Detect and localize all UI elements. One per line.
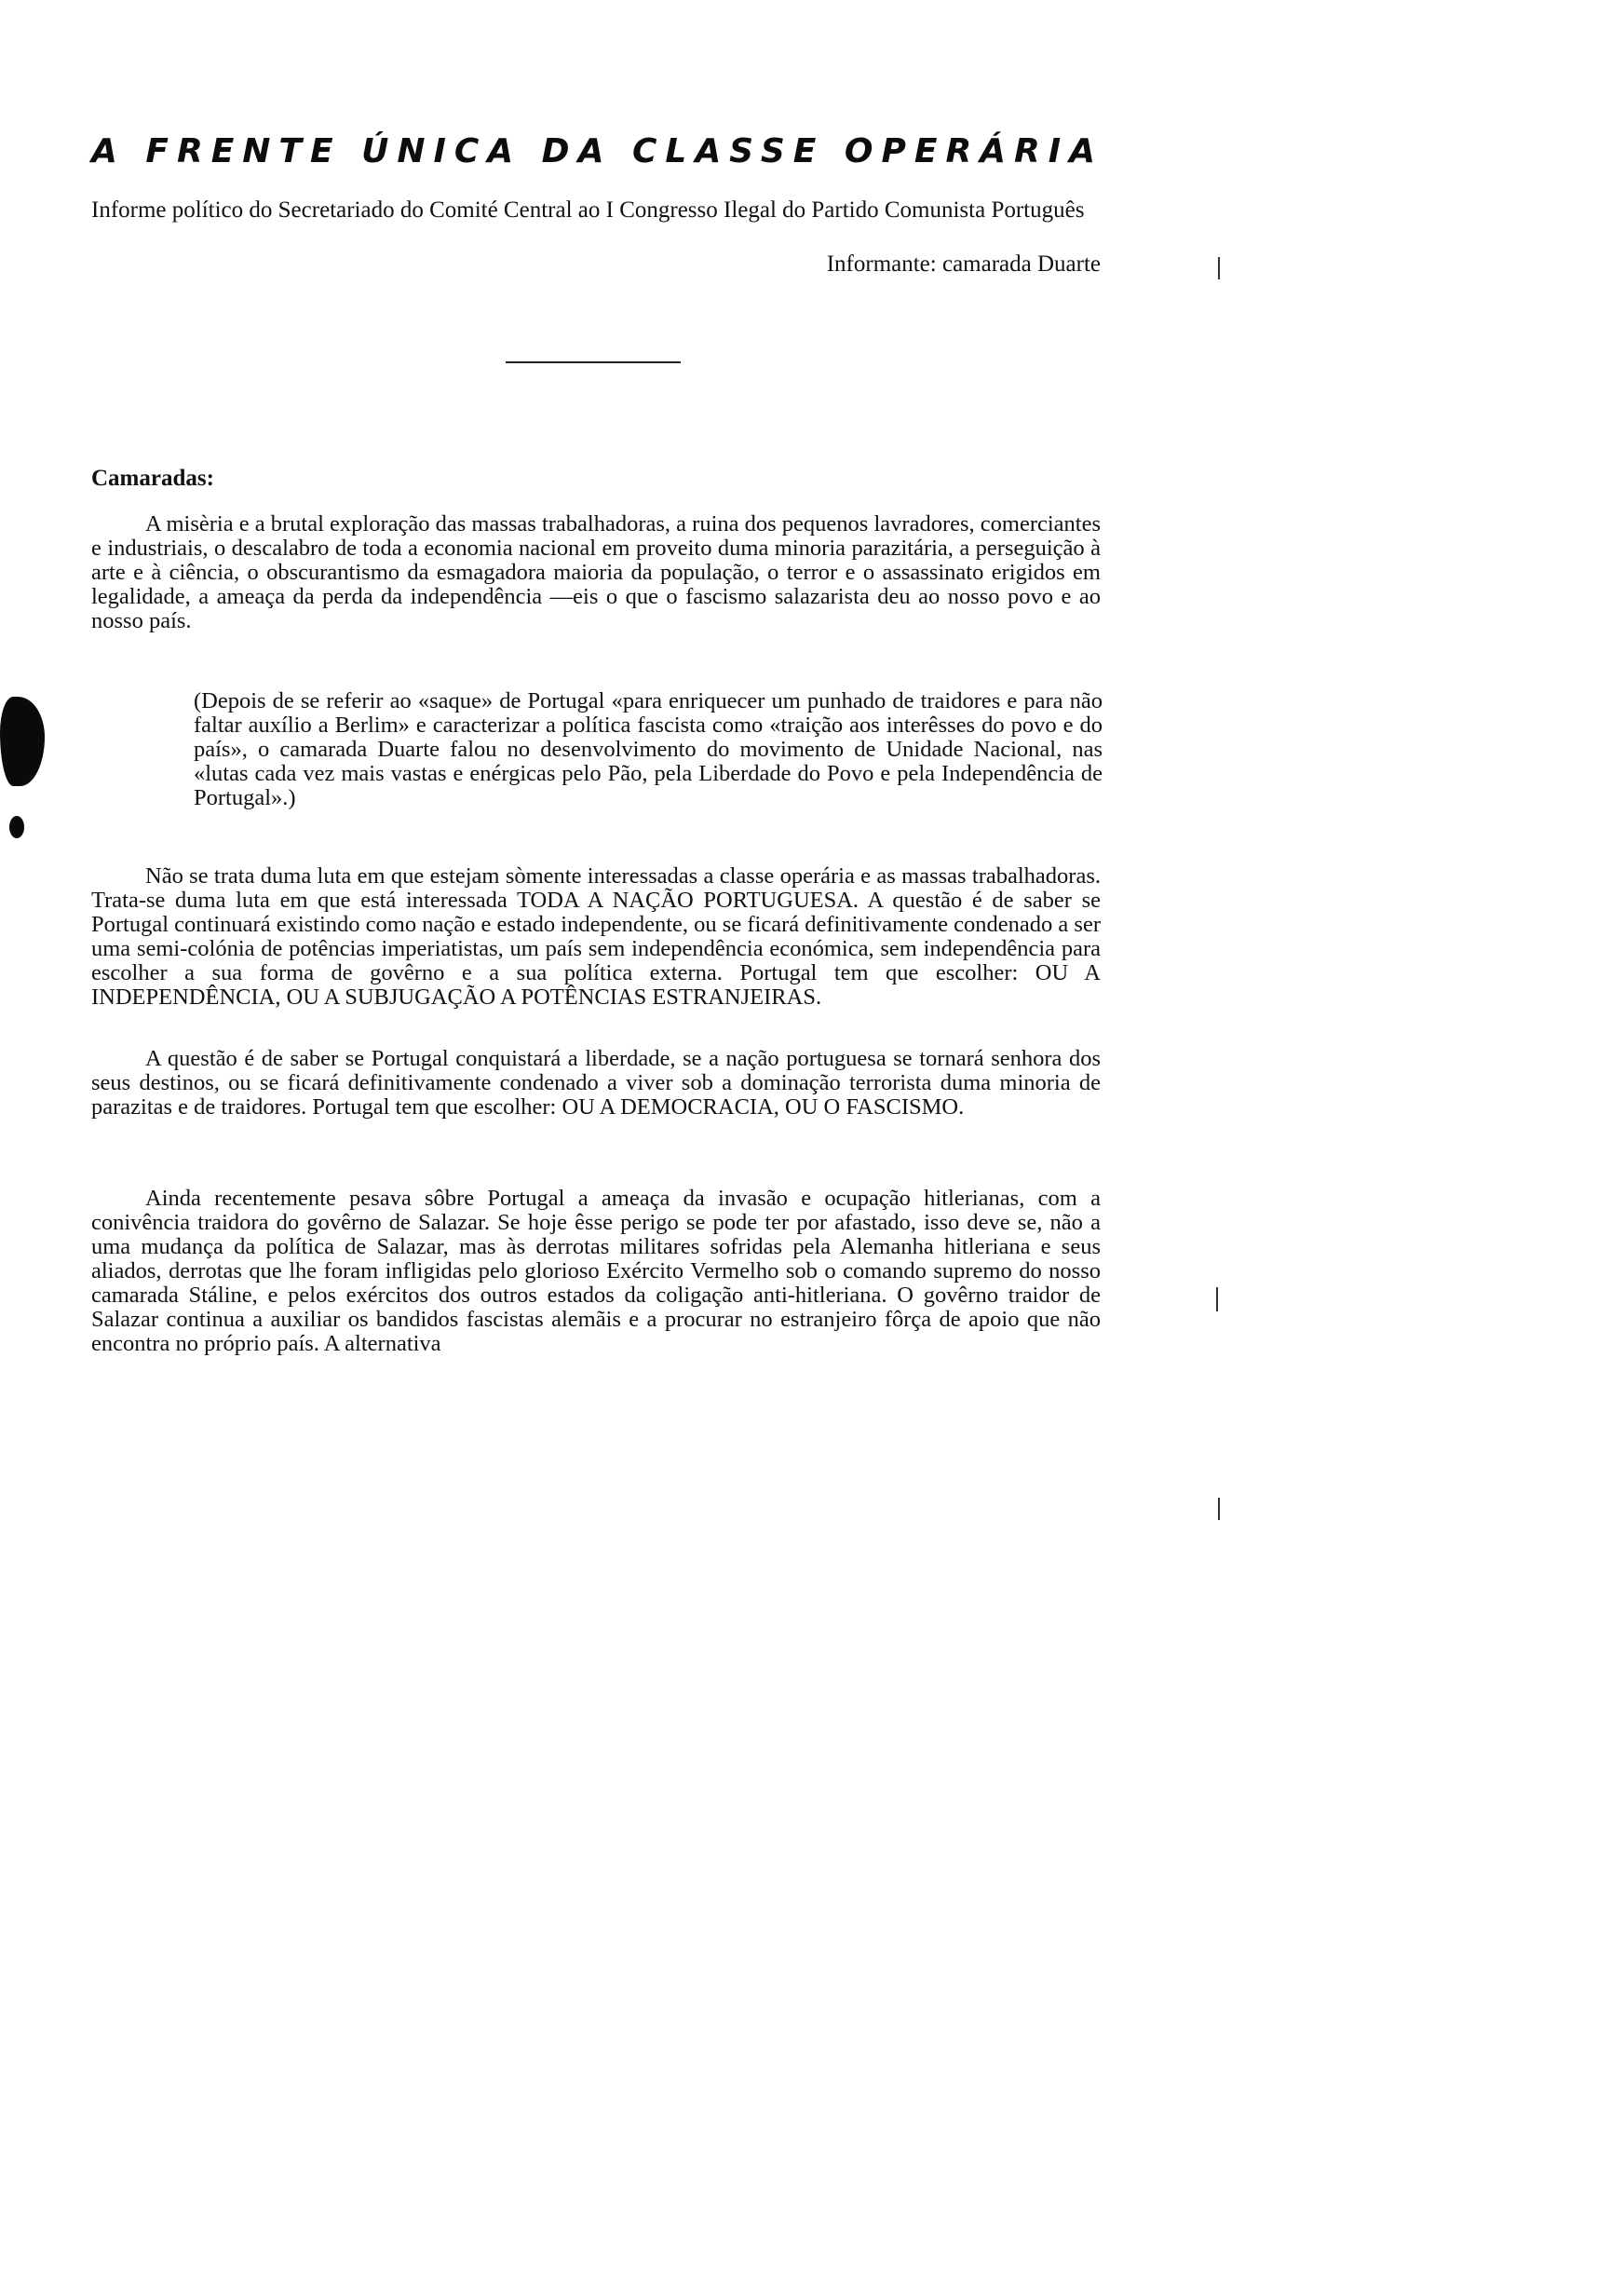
ink-dot-mark (9, 816, 24, 838)
margin-mark (1218, 257, 1220, 279)
salutation: Camaradas: (91, 466, 214, 491)
informant-line: Informante: camarada Duarte (826, 251, 1101, 277)
margin-mark (1218, 1498, 1220, 1520)
paragraph-1: A misèria e a brutal exploração das massas trabalhadoras, a ruina dos pequenos lavradores, comerciantes e industriais, o descalabro de toda a economia nacional em proveito duma minoria parazitária, a perseguição à arte e à ciência, o obscurantismo da esmagadora maioria da população, o terror e o assassinato erigidos em legalidade, a ameaça da perda da independência —eis o que o fascismo salazarista deu ao nosso povo e ao nosso país. (91, 511, 1101, 633)
document-title: A FRENTE ÚNICA DA CLASSE OPERÁRIA (91, 132, 1104, 170)
paragraph-2: Não se trata duma luta em que estejam sòmente interessadas a classe operária e as massas trabalhadoras. Trata-se duma luta em que está interessada TODA A NAÇÃO PORTUGUESA. A questão é de saber se Portugal continuará existindo como nação e estado independente, ou se ficará definitivamente condenado a ser uma semi-colónia de potências imperiatistas, um país sem independência económica, sem independência para escolher a sua forma de govêrno e a sua política externa. Portugal tem que escolher: OU A INDEPENDÊNCIA, OU A SUBJUGAÇÃO A POTÊNCIAS ESTRANJEIRAS. (91, 863, 1101, 1010)
paragraph-4: Ainda recentemente pesava sôbre Portugal a ameaça da invasão e ocupação hitlerianas, com a conivência traidora do govêrno de Salazar. Se hoje êsse perigo se pode ter por afastado, isso deve se, não a uma mudança da política de Salazar, mas às derrotas militares sofridas pela Alemanha hitleriana e seus aliados, derrotas que lhe foram infligidas pelo glorioso Exército Vermelho sob o comando supremo do nosso camarada Stáline, e pelos exércitos dos outros estados da coligação anti-hitleriana. O govêrno traidor de Salazar continua a auxiliar os bandidos fascistas alemãis e a procurar no estranjeiro fôrça de apoio que não encontra no próprio país. A alternativa (91, 1186, 1101, 1356)
ink-blot-mark (0, 697, 45, 786)
separator-rule (506, 361, 681, 363)
paragraph-3: A questão é de saber se Portugal conquistará a liberdade, se a nação portuguesa se tornará senhora dos seus destinos, ou se ficará definitivamente condenado a viver sob a dominação terrorista duma minoria de parazitas e de traidores. Portugal tem que escolher: OU A DEMOCRACIA, OU O FASCISMO. (91, 1046, 1101, 1120)
margin-mark (1216, 1287, 1218, 1311)
indented-quote: (Depois de se referir ao «saque» de Portugal «para enriquecer um punhado de traidores e para não faltar auxílio a Berlim» e caracterizar a política fascista como «traição aos interêsses do povo e do país», o camarada Duarte falou no desenvolvimento do movimento de Unidade Nacional, nas «lutas cada vez mais vastas e enérgicas pelo Pão, pela Liberdade do Povo e pela Independência de Portugal».) (194, 688, 1103, 810)
document-subtitle: Informe político do Secretariado do Comité Central ao I Congresso Ilegal do Partido Comunista Português (91, 197, 1085, 223)
